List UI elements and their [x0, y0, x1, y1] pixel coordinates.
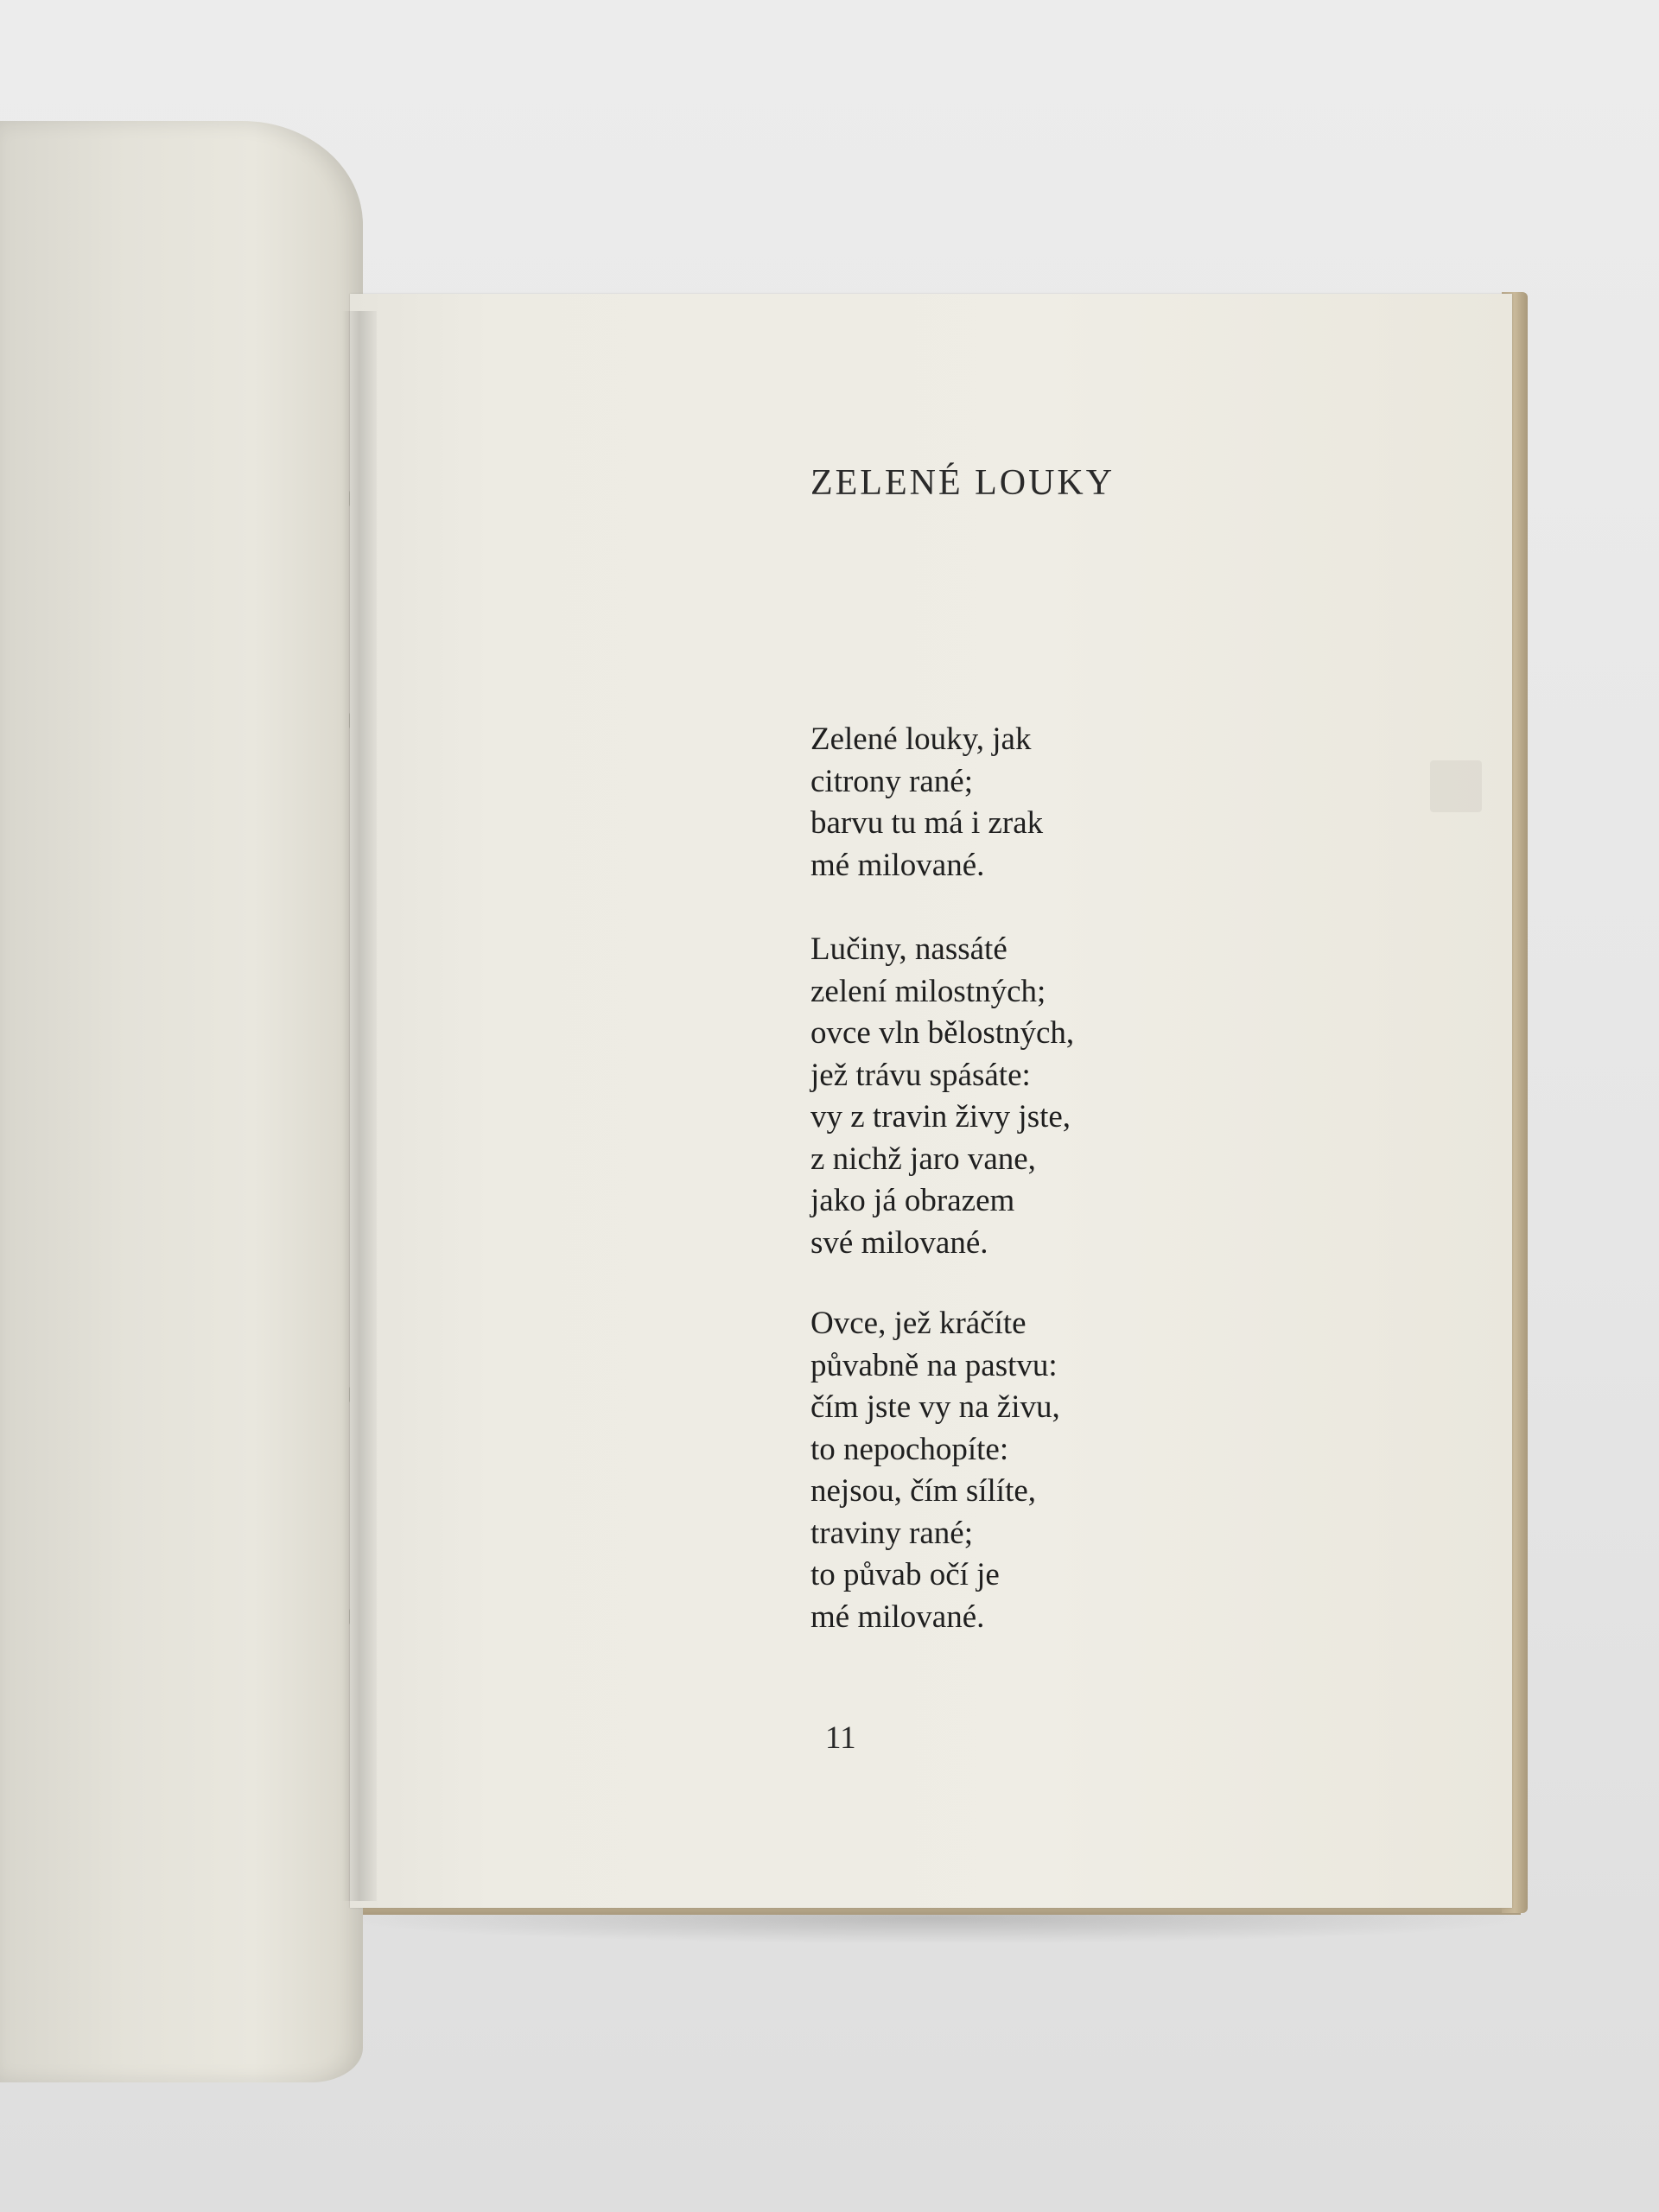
poem-line: mé milované. — [810, 847, 985, 883]
poem-line: mé milované. — [810, 1599, 985, 1635]
page-number: 11 — [825, 1720, 856, 1756]
poem-line: jako já obrazem — [810, 1183, 1015, 1218]
poem-title: ZELENÉ LOUKY — [810, 463, 1116, 503]
poem-line: vy z travin živy jste, — [810, 1099, 1071, 1135]
poem-line: z nichž jaro vane, — [810, 1141, 1036, 1177]
stanza-3 — [810, 1303, 1060, 1638]
poem-line: půvabně na pastvu: — [810, 1347, 1058, 1383]
poem-line: traviny rané; — [810, 1515, 973, 1551]
poem-line: to půvab očí je — [810, 1557, 1000, 1592]
poem-line: to nepochopíte: — [810, 1431, 1009, 1467]
poem-line: ovce vln bělostných, — [810, 1015, 1075, 1051]
poem-line: citrony rané; — [810, 763, 973, 799]
poem-line: barvu tu má i zrak — [810, 805, 1044, 841]
poem-line: své milované. — [810, 1224, 988, 1261]
poem-line: nejsou, čím sílíte, — [810, 1473, 1037, 1509]
stanza-1 — [810, 719, 1043, 887]
poem-line: zelení milostných; — [810, 973, 1046, 1009]
stanza-2 — [810, 929, 1074, 1264]
poem-line: Zelené louky, jak — [810, 721, 1032, 757]
poem-line: čím jste vy na živu, — [810, 1389, 1060, 1425]
poem-line: Lučiny, nassáté — [810, 931, 1007, 967]
poem-line: Ovce, jež kráčíte — [810, 1306, 1027, 1341]
poem-line: jež trávu spásáte: — [810, 1057, 1031, 1093]
